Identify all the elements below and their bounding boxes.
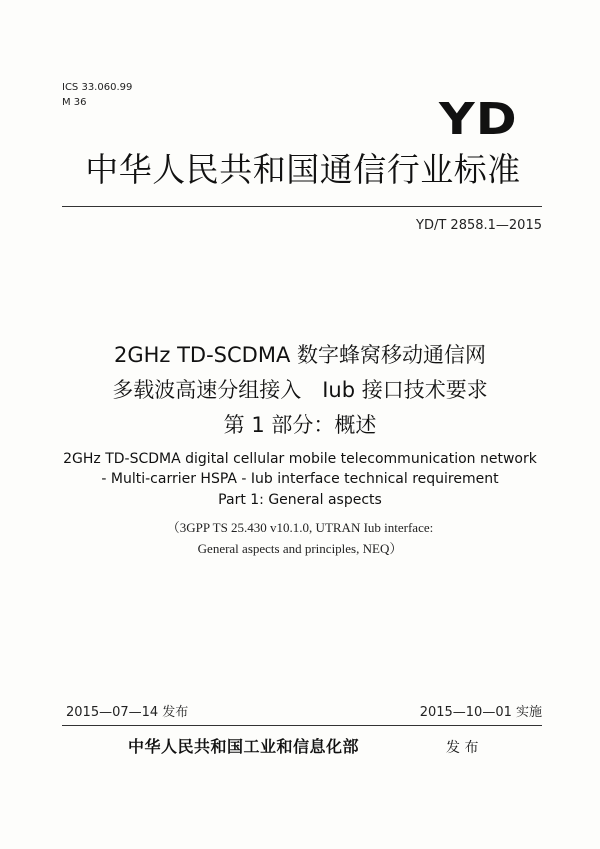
issuing-authority: 中华人民共和国工业和信息化部 bbox=[128, 737, 360, 756]
title-cn-line-3: 第 1 部分：概述 bbox=[223, 413, 377, 437]
standard-number: YD/T 2858.1—2015 bbox=[416, 218, 542, 233]
issue-label: 发 布 bbox=[446, 740, 479, 756]
yd-logo: YD bbox=[439, 94, 518, 145]
top-divider bbox=[62, 206, 542, 207]
title-en-line-2: - Multi-carrier HSPA - Iub interface technical requirement bbox=[101, 471, 499, 487]
title-en-line-1: 2GHz TD-SCDMA digital cellular mobile telecommunication network bbox=[63, 451, 537, 467]
bottom-divider bbox=[62, 725, 542, 726]
publish-date: 2015—07—14 发布 bbox=[66, 705, 189, 720]
title-en-line-3: Part 1: General aspects bbox=[218, 492, 382, 508]
standard-category-title: 中华人民共和国通信行业标准 bbox=[85, 150, 521, 189]
implementation-date: 2015—10—01 实施 bbox=[419, 705, 542, 720]
title-cn-line-1: 2GHz TD-SCDMA 数字蜂窝移动通信网 bbox=[113, 343, 487, 367]
reference-line-1: （3GPP TS 25.430 v10.1.0, UTRAN Iub interface: bbox=[166, 520, 434, 535]
reference-line-2: General aspects and principles, NEQ） bbox=[197, 541, 403, 556]
classification-code: M 36 bbox=[62, 97, 87, 108]
title-cn-line-2: 多载波高速分组接入 Iub 接口技术要求 bbox=[112, 378, 488, 402]
ics-code: ICS 33.060.99 bbox=[62, 82, 133, 93]
